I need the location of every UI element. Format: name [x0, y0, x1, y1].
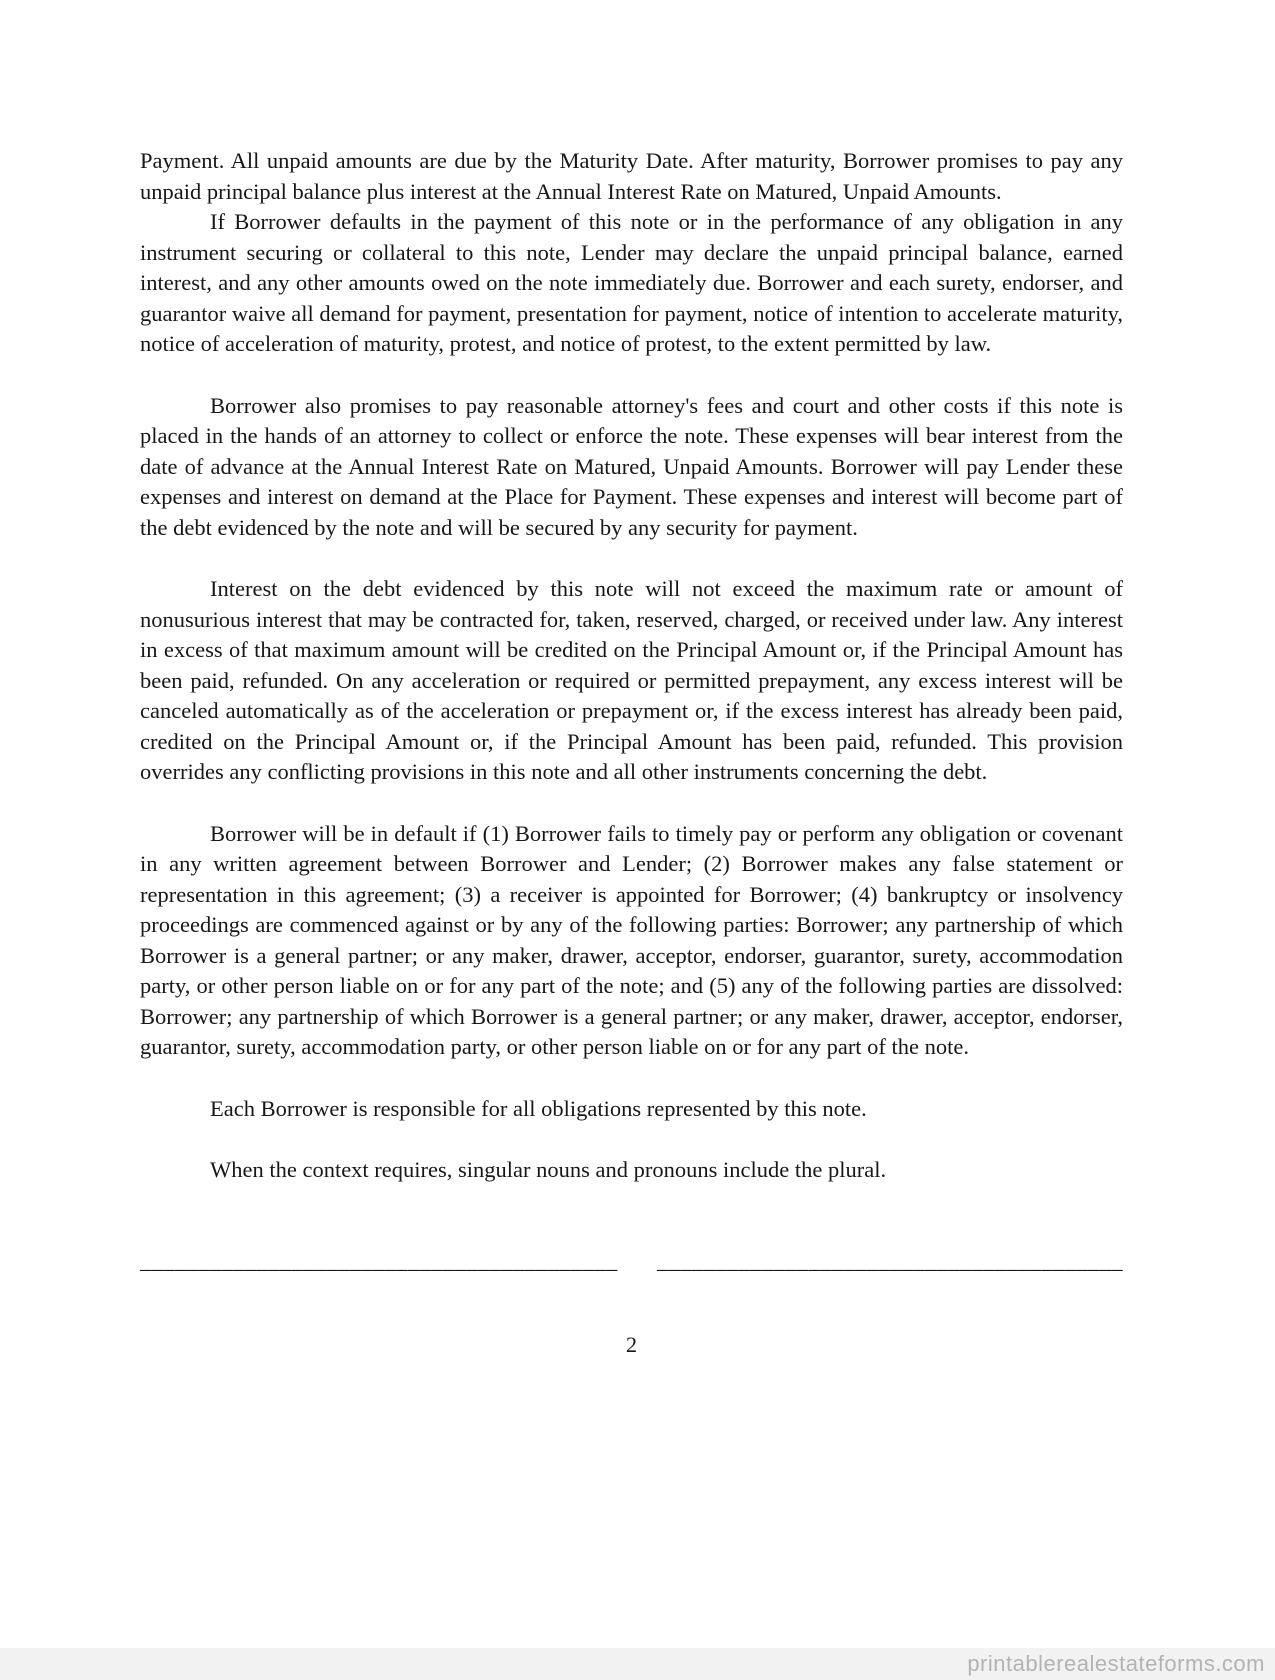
- paragraph-default-conditions: Borrower will be in default if (1) Borrower fails to timely pay or perform any obligation or covenant in any written agreement between Borrower and Lender; (2) Borrower makes any false statement or representation in this agreement; (3) a receiver is appointed for Borrower; (4) bankruptcy or insolvency proceedings are commenced against or by any of the following parties: Borrower; any partnership of which Borrower is a general partner; or any maker, drawer, acceptor, endorser, guarantor, surety, accommodation party, or other person liable on or for any part of the note; and (5) any of the following parties are dissolved: Borrower; any partnership of which Borrower is a general partner; or any maker, drawer, acceptor, endorser, guarantor, surety, accommodation party, or other person liable on or for any part of the note.: [140, 820, 1123, 1059]
- signature-line-left[interactable]: _________________________________________: [140, 1247, 618, 1273]
- paragraph-attorney-fees: Borrower also promises to pay reasonable attorney's fees and court and other costs if this note is placed in the hands of an attorney to collect or enforce the note. These expenses will bear interest from the date of advance at the Annual Interest Rate on Matured, Unpaid Amounts. Borrower will pay Lender these expenses and interest on demand at the Place for Payment. These expenses and interest will become part of the debt evidenced by the note and will be secured by any security for payment.: [140, 392, 1123, 540]
- paragraph-payment-due: Payment. All unpaid amounts are due by the Maturity Date. After maturity, Borrower promises to pay any unpaid principal balance plus interest at the Annual Interest Rate on Matured, Unpaid Amounts.: [140, 148, 1123, 204]
- paragraph-interest-limit: Interest on the debt evidenced by this note will not exceed the maximum rate or amount of nonusurious interest that may be contracted for, taken, reserved, charged, or received under law. Any interest in excess of that maximum amount will be credited on the Principal Amount or, if the Principal Amount has been paid, refunded. On any acceleration or required or permitted prepayment, any excess interest will be canceled automatically as of the acceleration or prepayment or, if the excess interest has already been paid, credited on the Principal Amount or, if the Principal Amount has been paid, refunded. This provision overrides any conflicting provisions in this note and all other instruments concerning the debt.: [140, 576, 1123, 784]
- signature-line-right[interactable]: ________________________________________: [657, 1247, 1123, 1273]
- paragraph-default-terms: If Borrower defaults in the payment of this note or in the performance of any obligation in any instrument securing or collateral to this note, Lender may declare the unpaid principal balance, earned interest, and any other amounts owed on the note immediately due. Borrower and each surety, endorser, and guarantor waive all demand for payment, presentation for payment, notice of intention to accelerate maturity, notice of acceleration of maturity, protest, and notice of protest, to the extent permitted by law.: [140, 209, 1123, 356]
- page-number: 2: [625, 1332, 638, 1357]
- paragraph-plural-context: When the context requires, singular nouns and pronouns include the plural.: [210, 1157, 887, 1182]
- paragraph-borrower-responsibility: Each Borrower is responsible for all obligations represented by this note.: [210, 1095, 867, 1121]
- page-body: [140, 146, 1123, 1361]
- watermark-link[interactable]: printablerealestateforms.com: [967, 1651, 1265, 1676]
- signature-row: [140, 1246, 1123, 1277]
- watermark-bar: [0, 1648, 1275, 1680]
